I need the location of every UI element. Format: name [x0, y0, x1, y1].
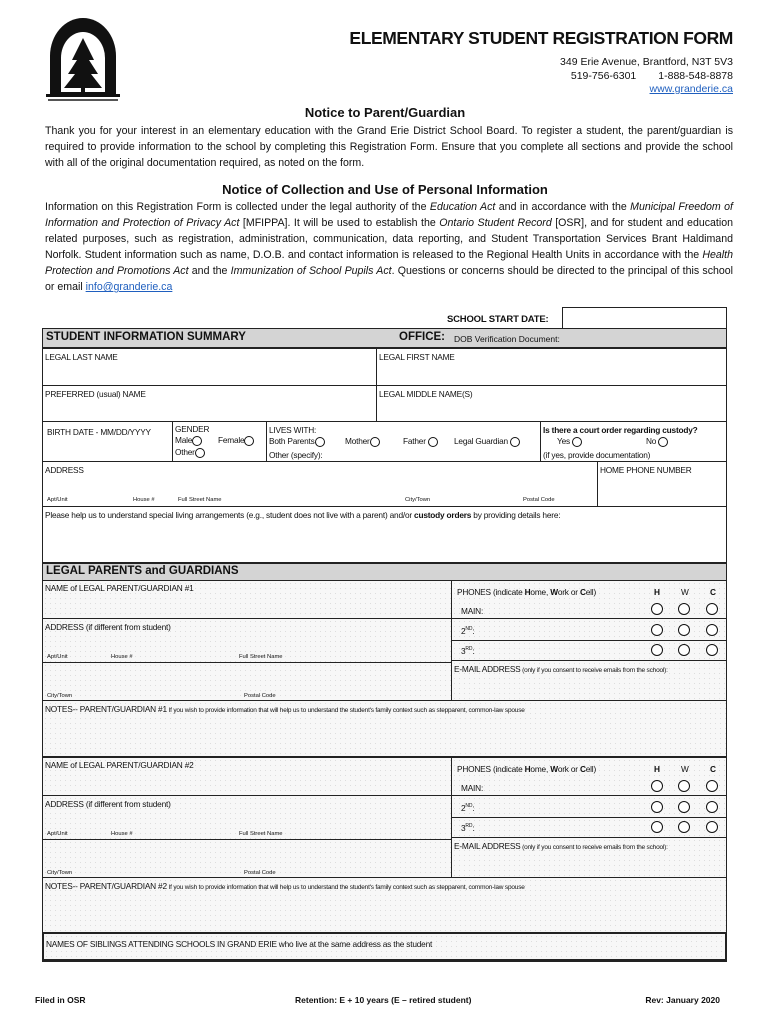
label-part: by providing details here:	[471, 510, 561, 520]
field-label: GENDER	[175, 424, 210, 434]
act-name: Education Act	[429, 201, 496, 213]
custody-yes[interactable]	[557, 436, 582, 447]
field-label	[461, 803, 474, 813]
label-part: 2	[461, 626, 466, 636]
field-label: NAMES OF SIBLINGS ATTENDING SCHOOLS IN GRAND ERIE who live at the same address as the student	[46, 939, 433, 949]
third-cell-radio[interactable]	[706, 644, 718, 656]
privacy-heading: Notice of Collection and Use of Personal Information	[222, 182, 548, 197]
field-label: LEGAL MIDDLE NAME(S)	[379, 389, 473, 399]
school-start-date-field[interactable]	[562, 307, 727, 329]
field-label	[45, 881, 525, 891]
third-work-radio[interactable]	[678, 821, 690, 833]
act-name: Health Protection and Promotions Act	[45, 249, 733, 277]
custody-no[interactable]	[646, 436, 668, 447]
sub-label: City/Town	[47, 870, 73, 876]
field-label: ADDRESS	[45, 465, 84, 475]
legal-middle-name-field[interactable]	[376, 385, 727, 422]
parents-section-header	[42, 563, 727, 581]
section-title: STUDENT INFORMATION SUMMARY	[46, 331, 246, 343]
label-part: NOTES-- PARENT/GUARDIAN #1	[45, 704, 167, 714]
act-name: Ontario Student Record	[439, 217, 552, 229]
siblings-field[interactable]	[42, 932, 727, 961]
label-part: ell)	[585, 587, 597, 597]
sub-label: Postal Code	[244, 693, 276, 699]
field-label	[454, 841, 668, 851]
field-label	[461, 626, 474, 636]
option-label: Legal Guardian	[454, 436, 508, 446]
lives-with-both[interactable]	[269, 436, 325, 447]
legal-first-name-field[interactable]	[376, 348, 727, 386]
label-part: H	[524, 587, 531, 597]
lives-with-father[interactable]	[403, 436, 438, 447]
privacy-text	[45, 199, 733, 295]
label-part: ND	[465, 626, 473, 633]
radio-button[interactable]	[572, 437, 582, 447]
option-label: Both Parents	[269, 436, 315, 446]
label-part: PHONES (indicate	[457, 764, 525, 774]
sub-label: Full Street Name	[178, 497, 222, 503]
field-label: HOME PHONE NUMBER	[600, 465, 692, 475]
field-label	[45, 510, 560, 520]
sub-label: City/Town	[47, 693, 73, 699]
label-part: :	[472, 626, 475, 636]
label-part: ND	[465, 803, 473, 810]
privacy-text-part: and the	[188, 265, 231, 277]
privacy-text-part: [OSR], and for student and education related purposes, such as registration, administration, communication, data reporting, and Student Transportation Services Brant Haldimand Norfolk. Student information such as name, D.O.B. and contact information is released to the Regional Health Units in accordance with the	[45, 217, 734, 261]
third-home-radio[interactable]	[651, 644, 663, 656]
main-cell-radio[interactable]	[706, 780, 718, 792]
option-label: Other	[175, 447, 195, 457]
second-cell-radio[interactable]	[706, 624, 718, 636]
sub-label: House #	[133, 497, 155, 503]
notice-heading: Notice to Parent/Guardian	[304, 105, 466, 120]
field-label: LEGAL FIRST NAME	[379, 352, 455, 362]
main-work-radio[interactable]	[678, 603, 690, 615]
phone-local: 519-756-6301	[570, 70, 637, 82]
parent-name-field[interactable]	[42, 580, 452, 619]
other-specify-label[interactable]: Other (specify):	[269, 450, 323, 460]
privacy-text-part: and in accordance with the	[495, 201, 631, 213]
sub-label: Postal Code	[244, 870, 276, 876]
footer-filed: Filed in OSR	[35, 995, 86, 1005]
label-part: C	[579, 764, 586, 774]
field-label: PREFERRED (usual) NAME	[45, 389, 146, 399]
field-label: ADDRESS (if different from student)	[45, 799, 171, 809]
label-part: E-MAIL ADDRESS	[454, 841, 521, 851]
field-label: Is there a court order regarding custody?	[543, 425, 698, 435]
label-part: Please help us to understand special living arrangements (e.g., student does not live with a parent) and/or	[45, 510, 415, 520]
parent-second-phone-field[interactable]	[451, 618, 727, 641]
third-work-radio[interactable]	[678, 644, 690, 656]
option-label: No	[646, 436, 657, 446]
parent-notes-field[interactable]	[42, 700, 727, 757]
website-link[interactable]: www.granderie.ca	[649, 83, 733, 95]
label-part: 3	[461, 646, 466, 656]
radio-button[interactable]	[658, 437, 668, 447]
label-part: :	[472, 646, 475, 656]
privacy-text-part: . Questions or concerns should be directed to the principal of this school or email	[45, 265, 734, 293]
parent-address-field[interactable]	[42, 795, 452, 840]
field-label	[457, 587, 596, 597]
label-part: 3	[461, 823, 466, 833]
label-part: ork or	[557, 587, 580, 597]
label-part: W	[550, 587, 558, 597]
field-label	[457, 764, 596, 774]
option-label: Mother	[345, 436, 370, 446]
gender-other[interactable]	[175, 447, 205, 458]
second-home-radio[interactable]	[651, 801, 663, 813]
field-label: MAIN:	[461, 783, 484, 793]
parent-guardian-1	[0, 580, 770, 760]
sub-label: Full Street Name	[239, 654, 283, 660]
phone-tollfree: 1-888-548-8878	[658, 70, 733, 82]
sub-label: Apt/Unit	[47, 654, 68, 660]
gender-male[interactable]	[175, 435, 202, 446]
field-label: NAME of LEGAL PARENT/GUARDIAN #2	[45, 760, 194, 770]
footer-revision: Rev: January 2020	[645, 995, 720, 1005]
sub-label: Apt/Unit	[47, 831, 68, 837]
field-label	[461, 646, 474, 656]
email-link[interactable]: info@granderie.ca	[85, 281, 173, 293]
label-part: H	[524, 764, 531, 774]
parent-third-phone-field[interactable]	[451, 640, 727, 661]
sub-label: Postal Code	[523, 497, 555, 503]
label-part: 2	[461, 803, 466, 813]
radio-button[interactable]	[192, 436, 202, 446]
label-part: RD	[465, 646, 473, 653]
option-label: Father	[403, 436, 426, 446]
parent-address-field[interactable]	[42, 618, 452, 663]
main-work-radio[interactable]	[678, 780, 690, 792]
student-section-header	[42, 328, 727, 348]
label-part: C	[579, 587, 586, 597]
third-home-radio[interactable]	[651, 821, 663, 833]
label-part: ork or	[557, 764, 580, 774]
home-phone-field[interactable]	[597, 461, 727, 507]
parent-second-phone-field[interactable]	[451, 795, 727, 818]
second-work-radio[interactable]	[678, 624, 690, 636]
second-home-radio[interactable]	[651, 624, 663, 636]
field-label: MAIN:	[461, 606, 484, 616]
birth-date-field[interactable]	[42, 421, 173, 462]
sub-label: Full Street Name	[239, 831, 283, 837]
field-label	[454, 664, 668, 674]
act-name: Immunization of School Pupils Act	[230, 265, 392, 277]
label-part: ome,	[530, 764, 551, 774]
address-field[interactable]	[42, 461, 598, 507]
section-title: LEGAL PARENTS and GUARDIANS	[46, 565, 239, 577]
field-label	[45, 704, 525, 714]
sub-label: Apt/Unit	[47, 497, 68, 503]
radio-button[interactable]	[510, 437, 520, 447]
label-part: RD	[465, 823, 473, 830]
label-part: (only if you consent to receive emails from the school):	[520, 667, 668, 674]
parent-name-field[interactable]	[42, 757, 452, 796]
column-cell: C	[710, 764, 716, 774]
column-cell: C	[710, 587, 716, 597]
sub-label: House #	[111, 831, 133, 837]
office-label: OFFICE:	[399, 331, 445, 343]
parent-main-phone-field[interactable]	[451, 757, 727, 796]
parent-city-field[interactable]	[42, 839, 452, 878]
parent-city-field[interactable]	[42, 662, 452, 701]
lives-with-group	[266, 421, 541, 462]
label-part: (only if you consent to receive emails from the school):	[520, 844, 668, 851]
parent-email-field[interactable]	[451, 837, 727, 878]
label-part: PHONES (indicate	[457, 587, 525, 597]
notice-text: Thank you for your interest in an elementary education with the Grand Erie District School Board. To register a student, the parent/guardian is required to provide information to the school by completing this Registration Form. Ensure that you complete all sections and provide the school with all of the original documentation required, as noted on the form.	[45, 125, 733, 169]
main-home-radio[interactable]	[651, 780, 663, 792]
radio-button[interactable]	[244, 436, 254, 446]
parent-main-phone-field[interactable]	[451, 580, 727, 619]
radio-button[interactable]	[370, 437, 380, 447]
label-part: NOTES-- PARENT/GUARDIAN #2	[45, 881, 167, 891]
label-part: E-MAIL ADDRESS	[454, 664, 521, 674]
label-part: ome,	[530, 587, 551, 597]
gender-group	[172, 421, 267, 462]
custody-group	[540, 421, 727, 462]
act-name: Municipal Freedom of Information and Protection of Privacy Act	[45, 201, 733, 229]
column-home: H	[654, 587, 660, 597]
parent-third-phone-field[interactable]	[451, 817, 727, 838]
label-part: If you wish to provide information that will help us to understand the student's family context such as stepparent, common-law spouse	[166, 707, 525, 714]
second-work-radio[interactable]	[678, 801, 690, 813]
label-part: :	[472, 823, 475, 833]
custody-note: (if yes, provide documentation)	[543, 450, 651, 460]
lives-with-mother[interactable]	[345, 436, 380, 447]
option-label: Yes	[557, 436, 570, 446]
school-board-logo	[44, 8, 122, 104]
main-home-radio[interactable]	[651, 603, 663, 615]
option-label: Female	[218, 435, 245, 445]
parent-email-field[interactable]	[451, 660, 727, 701]
field-label: ADDRESS (if different from student)	[45, 622, 171, 632]
third-cell-radio[interactable]	[706, 821, 718, 833]
parent-notes-field[interactable]	[42, 877, 727, 934]
gender-female[interactable]	[218, 435, 254, 446]
board-address: 349 Erie Avenue, Brantford, N3T 5V3	[560, 56, 733, 68]
field-label: BIRTH DATE - MM/DD/YYYY	[47, 427, 151, 437]
school-start-date-label: SCHOOL START DATE:	[447, 314, 549, 325]
radio-button[interactable]	[195, 448, 205, 458]
column-work: W	[681, 764, 689, 774]
label-part: :	[472, 803, 475, 813]
field-label: LEGAL LAST NAME	[45, 352, 118, 362]
column-home: H	[654, 764, 660, 774]
parent-guardian-2	[0, 757, 770, 937]
field-label	[461, 823, 474, 833]
footer-retention: Retention: E + 10 years (E – retired student)	[295, 995, 472, 1005]
second-cell-radio[interactable]	[706, 801, 718, 813]
field-label: LIVES WITH:	[269, 425, 317, 435]
form-title: ELEMENTARY STUDENT REGISTRATION FORM	[349, 28, 733, 48]
privacy-text-part: Information on this Registration Form is collected under the legal authority of the	[45, 201, 430, 213]
preferred-name-field[interactable]	[42, 385, 377, 422]
column-work: W	[681, 587, 689, 597]
main-cell-radio[interactable]	[706, 603, 718, 615]
option-label: Male	[175, 435, 193, 445]
legal-last-name-field[interactable]	[42, 348, 377, 386]
radio-button[interactable]	[315, 437, 325, 447]
lives-with-guardian[interactable]	[454, 436, 520, 447]
special-arrangements-field[interactable]	[42, 506, 727, 563]
office-text: DOB Verification Document:	[454, 334, 560, 344]
field-label: NAME of LEGAL PARENT/GUARDIAN #1	[45, 583, 194, 593]
label-part: If you wish to provide information that will help us to understand the student's family context such as stepparent, common-law spouse	[166, 884, 525, 891]
sub-label: House #	[111, 654, 133, 660]
sub-label: City/Town	[405, 497, 431, 503]
radio-button[interactable]	[428, 437, 438, 447]
label-part: custody orders	[414, 510, 472, 520]
privacy-text-part: [MFIPPA]. It will be used to establish the	[239, 217, 440, 229]
label-part: ell)	[585, 764, 597, 774]
board-phones	[571, 70, 733, 82]
label-part: W	[550, 764, 558, 774]
